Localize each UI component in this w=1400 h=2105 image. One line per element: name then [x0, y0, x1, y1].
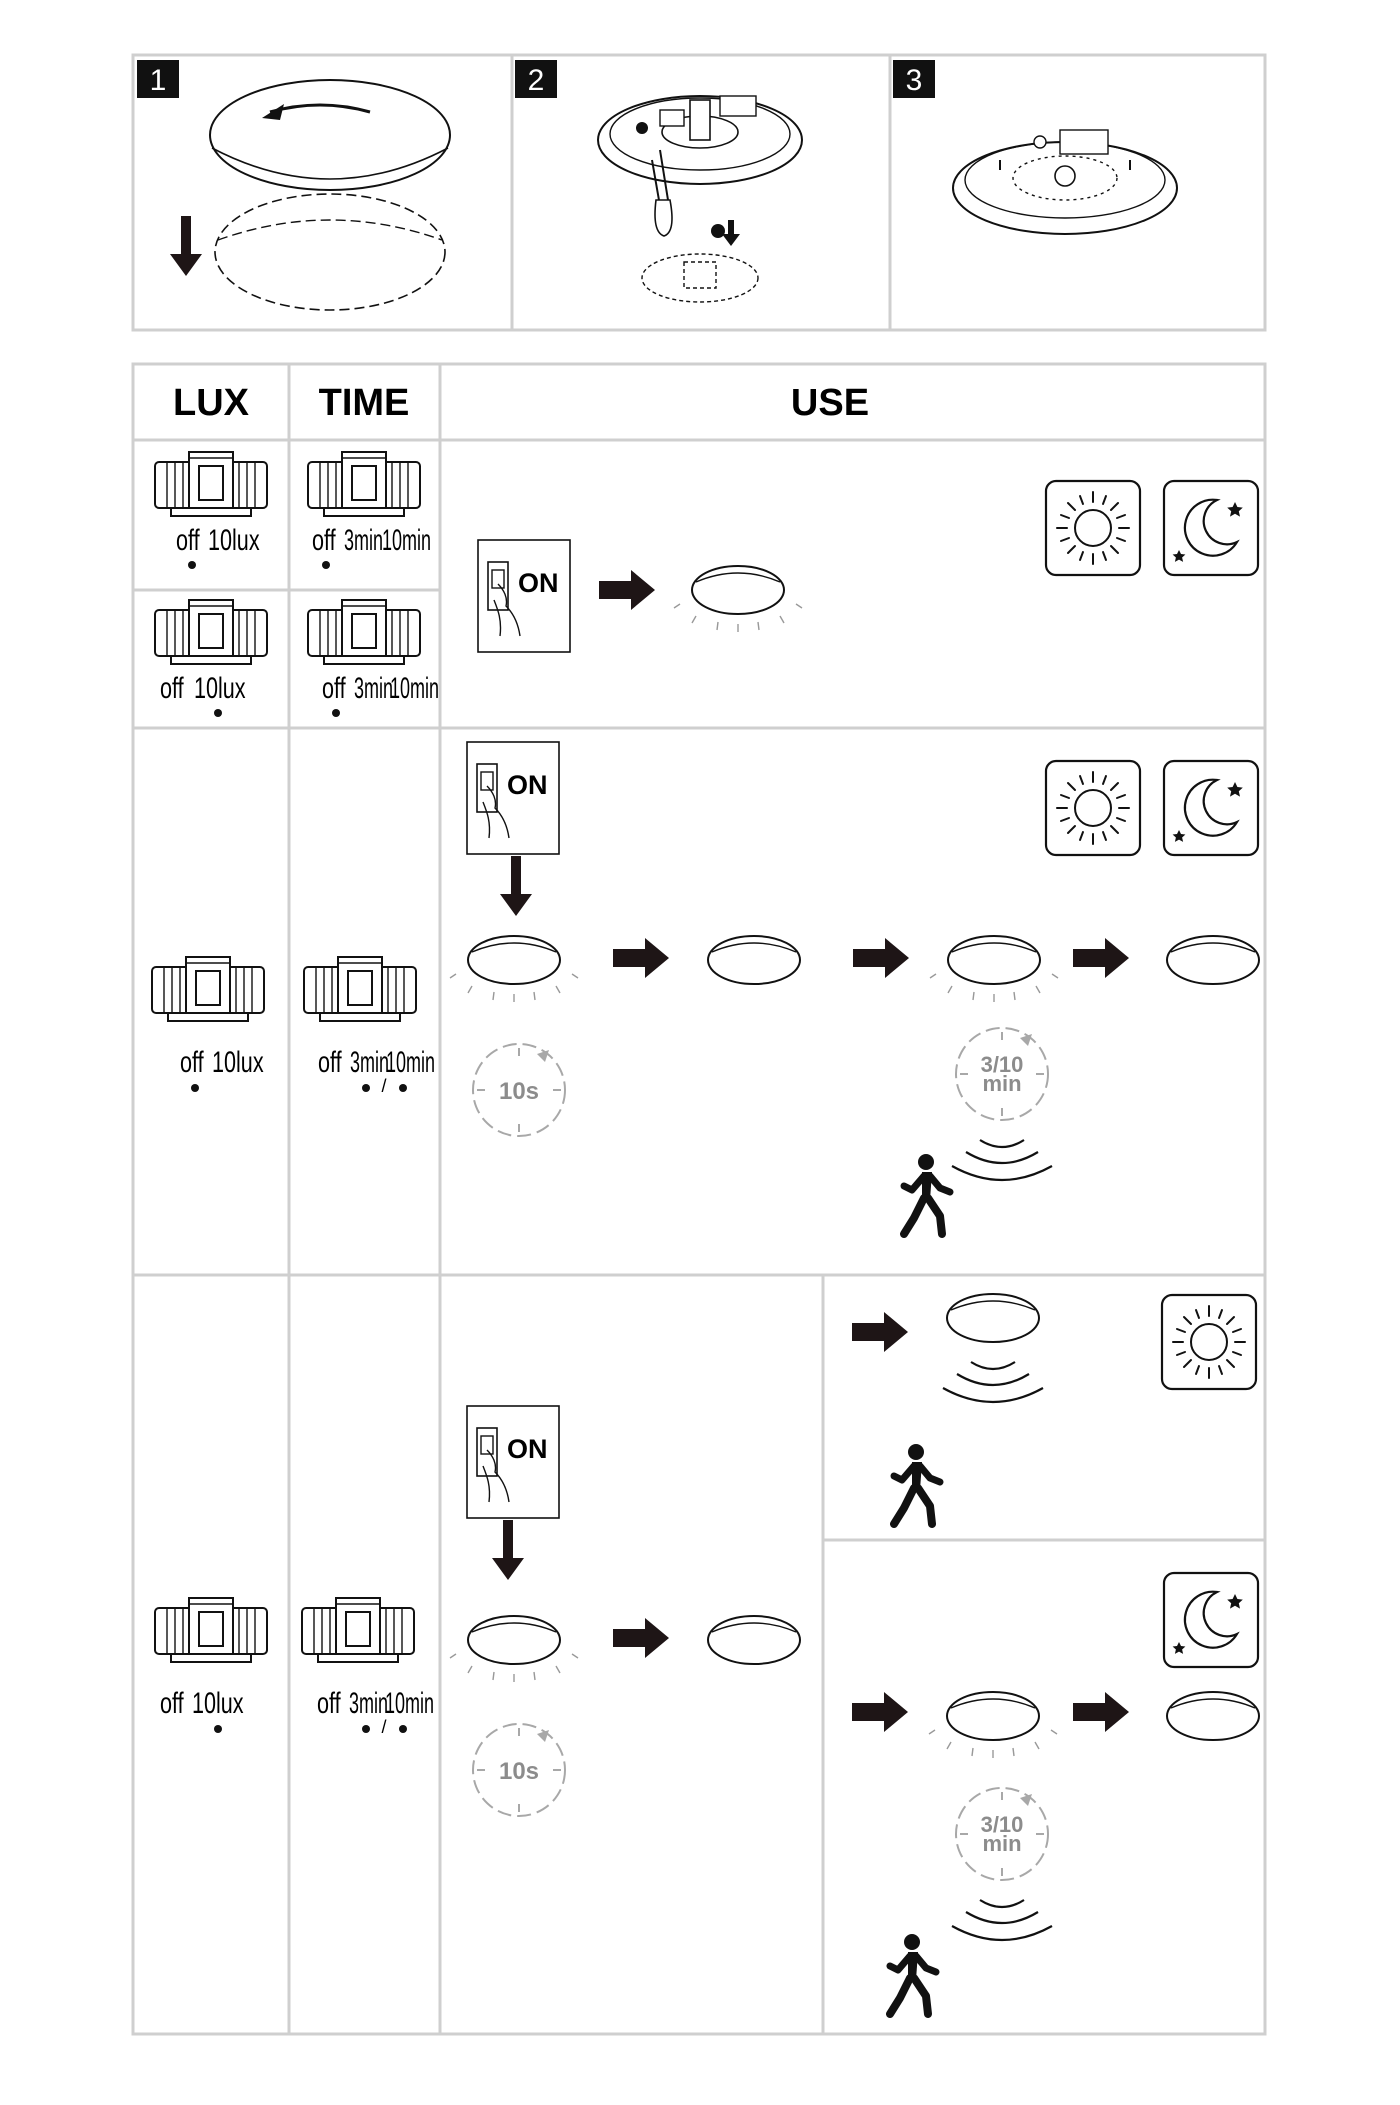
daytime-motion-cell: [852, 1294, 1256, 1524]
timer-hold-row2: [956, 1028, 1048, 1120]
arrow-right-icon: [613, 1618, 669, 1658]
moon-icon: [1164, 1573, 1258, 1667]
lux-dip-switch-row1a: [155, 452, 267, 569]
time-off-label: off: [317, 1685, 341, 1720]
lux-dip-switch-row3: [155, 1598, 267, 1733]
ceiling-lamp-icon: [947, 1294, 1039, 1342]
lux-off-label: off: [160, 1685, 184, 1720]
selected-dot: [214, 1725, 222, 1733]
time-dip-switch-row2: [304, 957, 435, 1096]
arrow-down-icon: [492, 1520, 524, 1580]
selected-dot: [191, 1084, 199, 1092]
switch-on-label: ON: [507, 1434, 548, 1464]
header-time: TIME: [318, 382, 410, 424]
timer-10s-row2: [473, 1044, 565, 1136]
dip-switch-icon: [308, 600, 420, 664]
lamp-lit-night: [929, 1692, 1057, 1758]
selected-dot: [362, 1725, 370, 1733]
motion-wave-icon: [952, 1140, 1052, 1180]
lux-off-label: off: [176, 522, 200, 557]
switch-on-label: ON: [507, 770, 548, 800]
ceiling-lamp-icon: [468, 1616, 560, 1664]
ceiling-lamp-icon: [1167, 936, 1259, 984]
time-short-label: 3min: [354, 672, 393, 706]
selected-dot: [214, 709, 222, 717]
ceiling-lamp-icon: [692, 566, 784, 614]
timer-hold-night: [956, 1788, 1048, 1880]
step-3-number: 3: [905, 64, 923, 97]
arrow-right-icon: [852, 1312, 908, 1352]
arrow-right-icon: [852, 1692, 908, 1732]
wall-switch-on-row3: [467, 1406, 559, 1518]
time-off-label: off: [318, 1044, 342, 1079]
arrow-right-icon: [613, 938, 669, 978]
dip-switch-icon: [152, 957, 264, 1021]
selected-dot: [188, 561, 196, 569]
sun-icon: [1046, 481, 1140, 575]
timer-10s-label: 10s: [498, 1078, 540, 1105]
lamp-off-row3-b: [708, 1616, 800, 1664]
time-short-label: 3min: [349, 1687, 388, 1721]
ceiling-lamp-icon: [1167, 1692, 1259, 1740]
dip-switch-icon: [155, 452, 267, 516]
sun-icon: [1162, 1295, 1256, 1389]
time-off-label: off: [312, 522, 336, 557]
ceiling-lamp-icon: [708, 1616, 800, 1664]
walking-person-icon: [894, 1444, 940, 1524]
timer-10s-row3: [473, 1724, 565, 1816]
ceiling-lamp-icon: [708, 936, 800, 984]
lux-dip-switch-row1b: [155, 600, 267, 717]
time-long-label: 10min: [389, 672, 439, 706]
mounted-base-illustration: [953, 130, 1177, 234]
lamp-off-row2-b: [708, 936, 800, 984]
moon-icon: [1164, 481, 1258, 575]
lux-off-label: off: [160, 670, 184, 705]
selected-dot: [322, 561, 330, 569]
row-3: [155, 1294, 1259, 2014]
timer-hold-bottom: min: [982, 1831, 1022, 1856]
ceiling-lamp-icon: [947, 1692, 1039, 1740]
wall-switch-on-row2: [467, 742, 559, 854]
ceiling-lamp-icon: [948, 936, 1040, 984]
time-dip-switch-row3: [302, 1598, 434, 1737]
time-short-label: 3min: [350, 1046, 389, 1080]
dip-switch-icon: [308, 452, 420, 516]
timer-10s-label: 10s: [498, 1758, 540, 1785]
nighttime-motion-cell: [852, 1573, 1259, 2014]
time-off-label: off: [322, 670, 346, 705]
dip-switch-icon: [302, 1598, 414, 1662]
lamp-off-row2-d: [1167, 936, 1259, 984]
selected-dot: [399, 1084, 407, 1092]
step-1-number: 1: [149, 64, 167, 97]
table-headers: [173, 382, 869, 424]
header-use: USE: [790, 382, 870, 424]
arrow-down-icon: [500, 856, 532, 916]
walking-person-icon: [904, 1154, 950, 1234]
time-dip-switch-row1a: [308, 452, 431, 569]
dip-switch-icon: [155, 600, 267, 664]
moon-icon: [1164, 761, 1258, 855]
lamp-off-night: [1167, 1692, 1259, 1740]
time-long-label: 10min: [386, 1046, 435, 1080]
lux-value-label: 10lux: [192, 1685, 244, 1720]
selected-dot: [362, 1084, 370, 1092]
row-2: [152, 742, 1259, 1234]
lux-dip-switch-row2: [152, 957, 264, 1092]
lamp-lit-row1: [674, 566, 802, 632]
time-dip-switch-row1b: [308, 600, 439, 717]
arrow-down-icon: [170, 216, 202, 276]
lamp-lit-row2-a: [450, 936, 578, 1002]
step-2-number: 2: [527, 64, 545, 97]
timer-hold-bottom: min: [982, 1071, 1022, 1096]
header-lux: LUX: [173, 382, 249, 424]
timer-hold-top: 3/10: [980, 1812, 1024, 1837]
lamp-base-illustration: [598, 96, 802, 302]
arrow-right-icon: [1073, 1692, 1129, 1732]
time-long-label: 10min: [384, 1687, 434, 1721]
slash-separator: /: [381, 1076, 387, 1096]
switch-on-label: ON: [518, 568, 559, 598]
selected-dot: [399, 1725, 407, 1733]
ceiling-lamp-icon: [468, 936, 560, 984]
wall-switch-on-row1: [478, 540, 570, 652]
step-2-panel: [515, 60, 802, 302]
arrow-right-icon: [1073, 938, 1129, 978]
dip-switch-icon: [155, 1598, 267, 1662]
installation-steps: [133, 55, 1265, 330]
lamp-lit-row3-a: [450, 1616, 578, 1682]
lux-value-label: 10lux: [208, 522, 260, 557]
dip-switch-icon: [304, 957, 416, 1021]
motion-wave-icon: [952, 1900, 1052, 1940]
slash-separator: /: [381, 1717, 387, 1737]
motion-wave-icon: [943, 1362, 1043, 1402]
lux-off-label: off: [180, 1044, 204, 1079]
row-1: [155, 452, 1258, 717]
lux-value-label: 10lux: [194, 670, 246, 705]
time-short-label: 3min: [344, 524, 383, 558]
lamp-lit-row2-c: [930, 936, 1058, 1002]
lamp-cover-illustration: [210, 80, 450, 310]
sun-icon: [1046, 761, 1140, 855]
timer-hold-top: 3/10: [980, 1052, 1024, 1077]
step-1-panel: [137, 60, 450, 310]
arrow-right-icon: [599, 570, 655, 610]
settings-table-grid: [133, 364, 1265, 2034]
selected-dot: [332, 709, 340, 717]
walking-person-icon: [890, 1934, 936, 2014]
time-long-label: 10min: [382, 524, 431, 558]
lamp-off-day: [947, 1294, 1039, 1342]
arrow-right-icon: [853, 938, 909, 978]
lux-value-label: 10lux: [212, 1044, 264, 1079]
step-3-panel: [893, 60, 1177, 234]
